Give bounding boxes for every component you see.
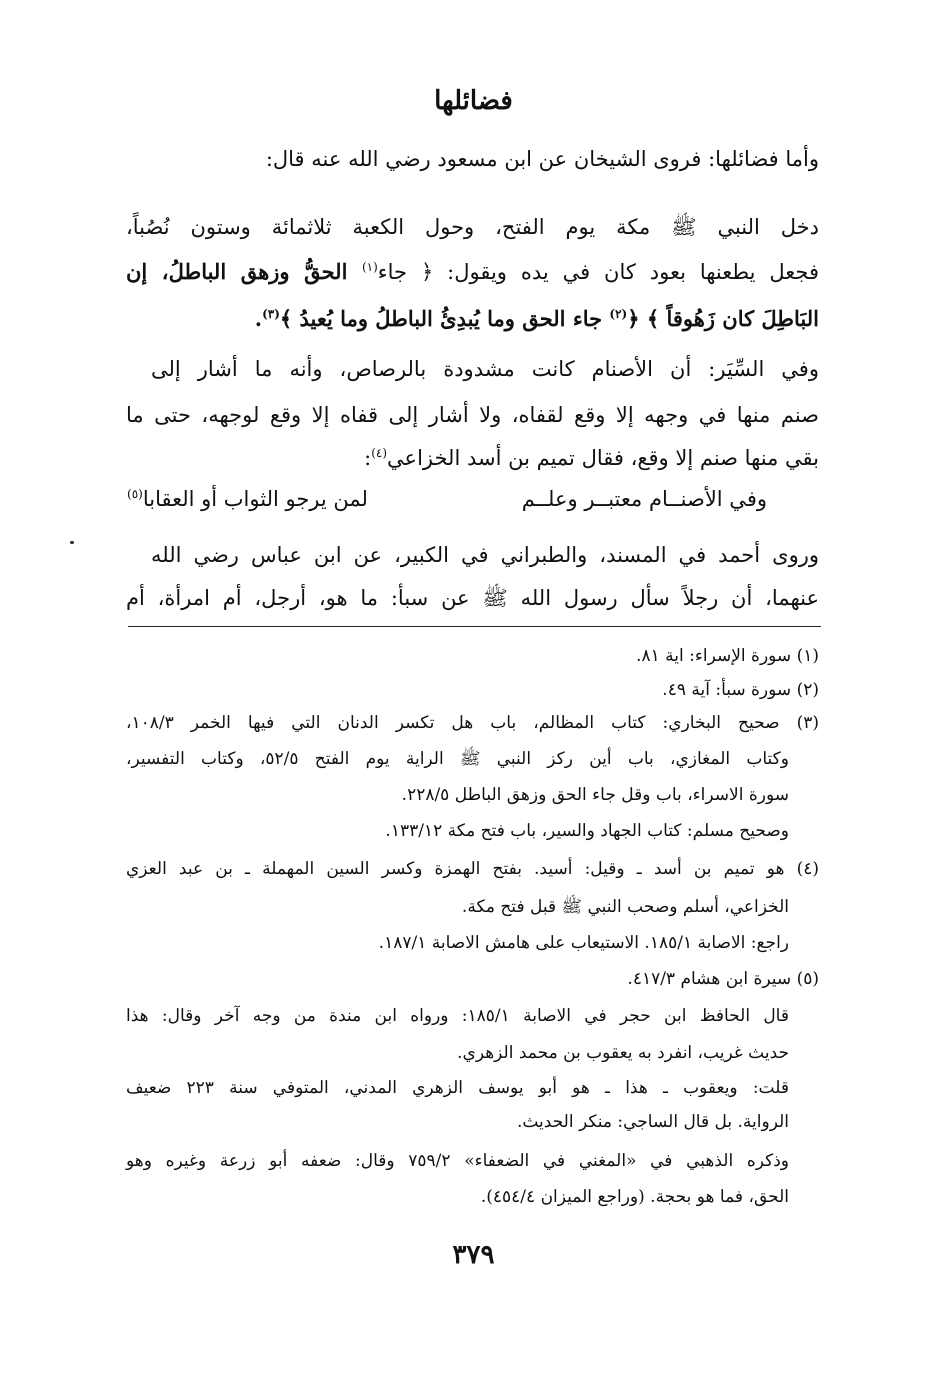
body-line: صنم منها في وجهه إلا وقع لقفاه، ولا أشار إلى قفاه إلا وقع لوجهه، حتى ما (126, 403, 819, 427)
poem-verse (127, 487, 767, 511)
verse-hemistich-1: وفي الأصنــام معتبــر وعلــم (521, 487, 767, 511)
body-text: فجعل يطعنها بعود كان في يده ويقول: ﴿ جاء (377, 260, 819, 284)
body-line: دخل النبي ﷺ مكة يوم الفتح، وحول الكعبة ثلاثمائة وستون نُصُباً، (126, 215, 819, 239)
footnote-separator (128, 626, 821, 627)
footnote: (٥) سيرة ابن هشام ٤١٧/٣. (627, 969, 819, 989)
footnote: الخزاعي، أسلم وصحب النبي ﷺ قبل فتح مكة. (461, 897, 789, 917)
footnote: (٢) سورة سبأ: آية ٤٩. (662, 680, 819, 700)
page-heading: فضائلها (434, 86, 513, 116)
footnote: (٣) صحيح البخاري: كتاب المظالم، باب هل تكسر الدنان التي فيها الخمر ١٠٨/٣، (126, 713, 819, 733)
body-line: عنهما، أن رجلاً سأل رسول الله ﷺ عن سبأ: ما هو، أرجل، أم امرأة، أم (126, 586, 819, 610)
quran-text: البَاطِلَ كان زَهُوقاً ﴾ ﴿ (627, 306, 819, 331)
footnote-ref: (٣) (262, 307, 280, 321)
body-line (126, 302, 819, 336)
verse-hemistich-2: لمن يرجو الثواب أو العقابا$^{(٥)}$ (127, 487, 368, 511)
footnote-ref: (٢) (609, 307, 628, 321)
footnote: قال الحافظ ابن حجر في الاصابة ١٨٥/١: ورواه ابن مندة من وجه آخر وقال: هذا (126, 1006, 789, 1026)
body-line (126, 441, 819, 475)
footnote: (٤) هو تميم بن أسد ـ وقيل: أسيد. بفتح الهمزة وكسر السين المهملة ـ بن عبد العزي (126, 859, 819, 879)
page-speck (70, 541, 74, 544)
footnote: سورة الاسراء، باب وقل جاء الحق وزهق الباطل ٢٢٨/٥. (401, 785, 789, 805)
footnote: وذكره الذهبي في «المغني في الضعفاء» ٧٥٩/٢ وقال: ضعفه أبو زرعة وغيره وهو (126, 1151, 789, 1171)
footnote: وكتاب المغازي، باب أين ركز النبي ﷺ الراية يوم الفتح ٥٢/٥، وكتاب التفسير، (126, 749, 789, 769)
body-line: وأما فضائلها: فروى الشيخان عن ابن مسعود رضي الله عنه قال: (265, 147, 819, 171)
footnote: راجع: الاصابة ١٨٥/١. الاستيعاب على هامش الاصابة ١٨٧/١. (378, 933, 789, 953)
footnote-ref: (٥) (127, 487, 143, 501)
footnote: قلت: ويعقوب ـ هذا ـ هو أبو يوسف الزهري المدني، المتوفي سنة ٢٢٣ ضعيف (126, 1078, 789, 1098)
page-number: ٣٧٩ (452, 1240, 495, 1270)
body-line: وفي السِّيَر: أن الأصنام كانت مشدودة بالرصاص، وأنه ما أشار إلى (151, 357, 819, 381)
footnote-ref: (١) (361, 260, 378, 274)
quran-text: الحقُّ وزهق الباطلُ، إن (126, 259, 362, 284)
footnote: الحق، فما هو بحجة. (وراجع الميزان ٤٥٤/٤). (480, 1187, 789, 1207)
body-text: . (254, 306, 263, 331)
body-line: وروى أحمد في المسند، والطبراني في الكبير، عن ابن عباس رضي الله (151, 543, 819, 567)
footnote-ref: (٤) (371, 446, 388, 460)
body-text: : (364, 446, 372, 470)
quran-text: جاء الحق وما يُبدِئُ الباطلُ وما يُعيدُ ﴾ (279, 306, 610, 331)
footnote: حديث غريب، انفرد به يعقوب بن محمد الزهري. (457, 1043, 789, 1063)
body-line (126, 255, 819, 289)
body-text: بقي منها صنم إلا وقع، فقال تميم بن أسد الخزاعي (387, 446, 819, 470)
footnote: (١) سورة الإسراء: اية ٨١. (636, 646, 819, 666)
footnote: الرواية. بل قال الساجي: منكر الحديث. (516, 1112, 789, 1132)
footnote: وصحيح مسلم: كتاب الجهاد والسير، باب فتح مكة ١٣٣/١٢. (385, 821, 789, 841)
